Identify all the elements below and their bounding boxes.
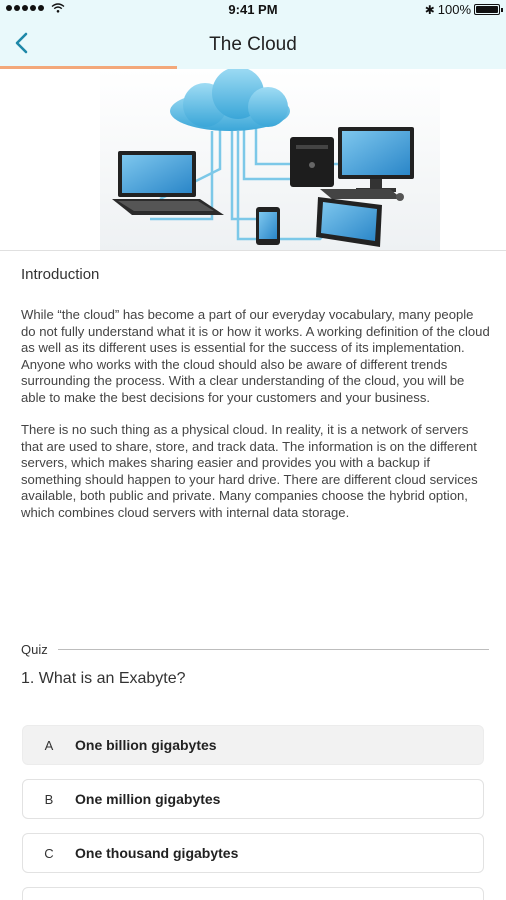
lesson-content [21, 266, 491, 537]
intro-paragraph: While “the cloud” has become a part of our everyday vocabulary, many people do not fully understand what it is or how it works. A working definition of the cloud as well as its different uses is essential for the success of its implementation. Anyone who works with the cloud should also be aware of different trends surrounding the process. With a clear understanding of the cloud, you will be able to make the best decisions for your customers and your business. [21, 307, 490, 405]
battery-icon [474, 4, 500, 15]
option-letter: B [44, 791, 54, 807]
option-text: One billion gigabytes [75, 737, 217, 753]
option-letter: A [44, 737, 54, 753]
quiz-option-c[interactable] [22, 833, 484, 873]
cloud-network-illustration [0, 69, 506, 251]
section-title: Introduction [21, 266, 100, 283]
option-text: One thousand gigabytes [75, 845, 239, 861]
battery-percent: 100% [437, 2, 471, 17]
bluetooth-icon: ✱ [424, 2, 435, 17]
option-text: One million gigabytes [75, 791, 221, 807]
intro-paragraph: There is no such thing as a physical cloud. In reality, it is a network of servers that are used to share, store, and track data. The information is on the different servers, which makes sharing easier and provides you with a backup if something should happen to your hard drive. There are different cloud services available, both public and private. Many companies choose the hybrid option, which combines cloud servers with internal data storage. [21, 422, 478, 520]
desktop-tower-icon [290, 137, 334, 187]
navigation-bar [0, 20, 506, 67]
quiz-label: Quiz [21, 642, 48, 657]
quiz-question: 1. What is an Exabyte? [21, 670, 186, 687]
hero-image [0, 69, 506, 251]
quiz-option-a[interactable] [22, 725, 484, 765]
quiz-option-b[interactable] [22, 779, 484, 819]
status-time: 9:41 PM [228, 2, 278, 17]
divider [58, 649, 489, 650]
option-letter: C [44, 845, 54, 861]
quiz-option-d[interactable] [22, 887, 484, 900]
page-title: The Cloud [209, 34, 297, 55]
quiz-header [21, 642, 489, 657]
status-bar [0, 0, 506, 20]
smartphone-icon [256, 207, 280, 245]
